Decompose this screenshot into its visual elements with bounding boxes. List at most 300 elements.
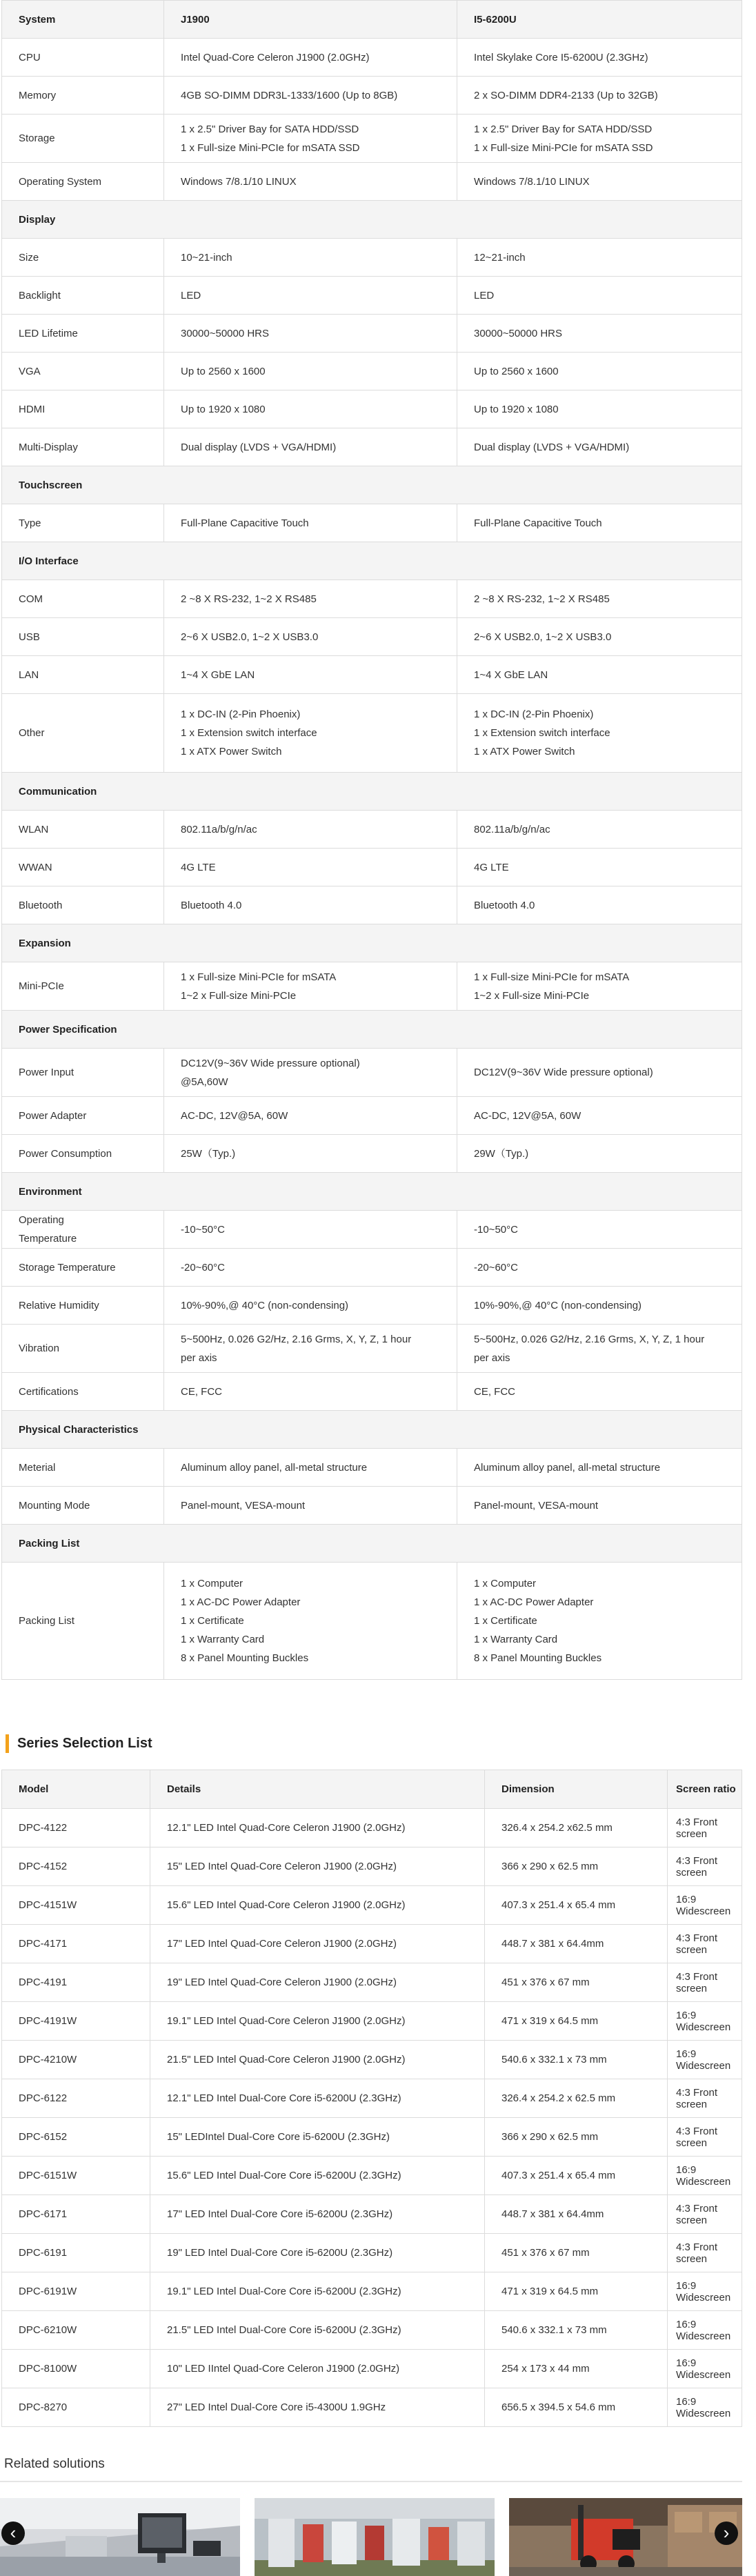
series-details: 19" LED Intel Quad-Core Celeron J1900 (2.0GHz) (150, 1963, 485, 2002)
series-screen-ratio: 16:9 Widescreen (668, 2388, 742, 2427)
spec-value-line: 30000~50000 HRS (181, 327, 270, 339)
spec-header-label: System (2, 1, 164, 39)
spec-value-line: 1 x Full-size Mini-PCIe for mSATA SSD (181, 141, 360, 154)
spec-value-b (457, 115, 742, 163)
related-solution-card[interactable] (0, 2498, 240, 2576)
series-details: 17" LED Intel Quad-Core Celeron J1900 (2.0GHz) (150, 1925, 485, 1963)
spec-row (2, 428, 742, 466)
spec-value-a (164, 1249, 457, 1287)
spec-label: Relative Humidity (2, 1287, 164, 1325)
spec-row (2, 962, 742, 1011)
spec-value-a (164, 849, 457, 886)
spec-value-line: Intel Quad-Core Celeron J1900 (2.0GHz) (181, 51, 370, 63)
spec-value-a (164, 1049, 457, 1097)
spec-value-line: Intel Skylake Core I5-6200U (2.3GHz) (474, 51, 648, 63)
spec-value-line: 1 x AC-DC Power Adapter (181, 1596, 301, 1608)
spec-row (2, 580, 742, 618)
spec-value-line: LED (474, 289, 495, 301)
spec-value-a (164, 962, 457, 1011)
spec-value-line: 1 x Full-size Mini-PCIe for mSATA SSD (474, 141, 653, 154)
spec-value-b (457, 239, 742, 277)
spec-section-title: Communication (2, 773, 742, 811)
spec-value-line: @5A,60W (181, 1076, 228, 1088)
series-screen-ratio: 16:9 Widescreen (668, 2157, 742, 2195)
series-row (2, 1963, 742, 2002)
spec-value-a (164, 1487, 457, 1525)
series-dimension: 326.4 x 254.2 x 62.5 mm (485, 2079, 668, 2118)
series-model: DPC-4191W (2, 2002, 150, 2041)
spec-value-line: per axis (474, 1351, 510, 1364)
series-screen-ratio: 16:9 Widescreen (668, 2272, 742, 2311)
spec-value-b (457, 1249, 742, 1287)
spec-value-b (457, 694, 742, 773)
spec-value-line: Dual display (LVDS + VGA/HDMI) (474, 441, 630, 453)
spec-value-line: Aluminum alloy panel, all-metal structure (474, 1461, 661, 1474)
series-details: 15" LEDIntel Dual-Core Core i5-6200U (2.3GHz) (150, 2118, 485, 2157)
spec-value-line: Up to 2560 x 1600 (474, 365, 559, 377)
spec-label (2, 1211, 164, 1249)
series-column-header: Dimension (485, 1770, 668, 1809)
spec-row (2, 115, 742, 163)
series-model: DPC-8270 (2, 2388, 150, 2427)
spec-value-a (164, 580, 457, 618)
series-dimension: 471 x 319 x 64.5 mm (485, 2272, 668, 2311)
chevron-right-icon: › (723, 2522, 730, 2543)
series-row (2, 2118, 742, 2157)
spec-value-a (164, 390, 457, 428)
spec-row (2, 504, 742, 542)
spec-row (2, 1449, 742, 1487)
spec-value-b (457, 1097, 742, 1135)
spec-value-line: 5~500Hz, 0.026 G2/Hz, 2.16 Grms, X, Y, Z, 1 hour (474, 1333, 705, 1345)
series-details: 15" LED Intel Quad-Core Celeron J1900 (2.0GHz) (150, 1847, 485, 1886)
spec-value-line: Windows 7/8.1/10 LINUX (181, 175, 297, 188)
spec-value-b (457, 77, 742, 115)
spec-value-a (164, 656, 457, 694)
spec-value-line: 1 x 2.5" Driver Bay for SATA HDD/SSD (181, 123, 359, 135)
spec-value-b (457, 962, 742, 1011)
series-dimension: 540.6 x 332.1 x 73 mm (485, 2041, 668, 2079)
spec-label-line: Temperature (19, 1233, 77, 1245)
series-screen-ratio: 4:3 Front screen (668, 2195, 742, 2234)
spec-row (2, 656, 742, 694)
series-model: DPC-4152 (2, 1847, 150, 1886)
series-details: 19.1" LED Intel Dual-Core Core i5-6200U (2.3GHz) (150, 2272, 485, 2311)
spec-section-title: Physical Characteristics (2, 1411, 742, 1449)
spec-value-a (164, 694, 457, 773)
spec-label: Storage Temperature (2, 1249, 164, 1287)
spec-section-row (2, 542, 742, 580)
series-details: 15.6" LED Intel Dual-Core Core i5-6200U (2.3GHz) (150, 2157, 485, 2195)
spec-value-line: 1 x Extension switch interface (474, 727, 610, 739)
spec-value-line: AC-DC, 12V@5A, 60W (181, 1109, 288, 1122)
spec-value-line: 1 x AC-DC Power Adapter (474, 1596, 594, 1608)
series-screen-ratio: 4:3 Front screen (668, 1925, 742, 1963)
spec-value-line: 4GB SO-DIMM DDR3L-1333/1600 (Up to 8GB) (181, 89, 398, 101)
series-column-header: Screen ratio (668, 1770, 742, 1809)
series-model: DPC-6122 (2, 2079, 150, 2118)
spec-value-line: 12~21-inch (474, 251, 526, 264)
spec-value-line: 25W（Typ.) (181, 1147, 236, 1160)
series-screen-ratio: 4:3 Front screen (668, 1963, 742, 2002)
series-row (2, 2195, 742, 2234)
spec-label-line: Operating (19, 1214, 64, 1226)
spec-section-title: Touchscreen (2, 466, 742, 504)
series-row (2, 2272, 742, 2311)
solution-image-factory (255, 2498, 495, 2576)
series-model: DPC-4151W (2, 1886, 150, 1925)
series-screen-ratio: 4:3 Front screen (668, 1847, 742, 1886)
spec-row (2, 811, 742, 849)
spec-label: Certifications (2, 1373, 164, 1411)
series-details: 27" LED Intel Dual-Core Core i5-4300U 1.9GHz (150, 2388, 485, 2427)
spec-value-a (164, 1287, 457, 1325)
series-details: 10" LED IIntel Quad-Core Celeron J1900 (2.0GHz) (150, 2350, 485, 2388)
spec-label: Power Input (2, 1049, 164, 1097)
spec-value-line: -20~60°C (181, 1261, 225, 1274)
spec-value-line: 4G LTE (181, 861, 216, 873)
spec-value-b (457, 618, 742, 656)
spec-value-line: Up to 1920 x 1080 (181, 403, 266, 415)
spec-label: Multi-Display (2, 428, 164, 466)
series-model: DPC-4171 (2, 1925, 150, 1963)
spec-value-a (164, 886, 457, 924)
spec-section-row (2, 201, 742, 239)
spec-value-a (164, 239, 457, 277)
spec-section-row (2, 773, 742, 811)
spec-value-line: 8 x Panel Mounting Buckles (474, 1652, 602, 1664)
spec-label: WWAN (2, 849, 164, 886)
spec-value-line: Up to 2560 x 1600 (181, 365, 266, 377)
spec-value-line: 1~4 X GbE LAN (181, 668, 255, 681)
series-model: DPC-6151W (2, 2157, 150, 2195)
series-screen-ratio: 16:9 Widescreen (668, 2350, 742, 2388)
series-row (2, 2311, 742, 2350)
spec-label: Storage (2, 115, 164, 163)
spec-value-b (457, 1049, 742, 1097)
spec-section-title: Packing List (2, 1525, 742, 1563)
spec-value-a (164, 315, 457, 353)
series-dimension: 366 x 290 x 62.5 mm (485, 1847, 668, 1886)
spec-label: Mini-PCIe (2, 962, 164, 1011)
spec-value-line: 30000~50000 HRS (474, 327, 563, 339)
series-column-header: Details (150, 1770, 485, 1809)
spec-value-line: 1~2 x Full-size Mini-PCIe (181, 989, 297, 1002)
spec-row (2, 1135, 742, 1173)
spec-label: LAN (2, 656, 164, 694)
series-dimension: 366 x 290 x 62.5 mm (485, 2118, 668, 2157)
spec-value-line: 1 x Warranty Card (181, 1634, 265, 1645)
spec-value-b (457, 811, 742, 849)
series-dimension: 448.7 x 381 x 64.4mm (485, 1925, 668, 1963)
spec-row (2, 277, 742, 315)
spec-value-line: 8 x Panel Mounting Buckles (181, 1652, 309, 1664)
related-solution-card[interactable] (255, 2498, 495, 2576)
related-solutions-title: Related solutions (4, 2457, 105, 2471)
series-model: DPC-6171 (2, 2195, 150, 2234)
spec-section-title: Power Specification (2, 1011, 742, 1049)
spec-value-b (457, 886, 742, 924)
carousel-next-button[interactable] (715, 2521, 738, 2545)
series-dimension: 451 x 376 x 67 mm (485, 2234, 668, 2272)
series-model: DPC-6191W (2, 2272, 150, 2311)
series-model: DPC-4122 (2, 1809, 150, 1847)
spec-label: Mounting Mode (2, 1487, 164, 1525)
spec-value-b (457, 1373, 742, 1411)
spec-value-a (164, 1563, 457, 1680)
series-row (2, 1886, 742, 1925)
spec-value-b (457, 1211, 742, 1249)
series-details: 12.1" LED Intel Quad-Core Celeron J1900 (2.0GHz) (150, 1809, 485, 1847)
spec-value-line: 1 x Full-size Mini-PCIe for mSATA (181, 971, 337, 983)
spec-value-a (164, 1325, 457, 1373)
spec-value-line: 4G LTE (474, 861, 509, 873)
spec-value-line: DC12V(9~36V Wide pressure optional) (474, 1067, 653, 1078)
spec-value-line: 802.11a/b/g/n/ac (474, 823, 550, 835)
series-screen-ratio: 4:3 Front screen (668, 1809, 742, 1847)
series-table (1, 1770, 742, 2427)
spec-label: Meterial (2, 1449, 164, 1487)
series-screen-ratio: 16:9 Widescreen (668, 2311, 742, 2350)
spec-value-line: 1 x Certificate (181, 1615, 244, 1627)
spec-section-row (2, 1411, 742, 1449)
spec-value-line: 10~21-inch (181, 251, 232, 264)
spec-row (2, 1211, 742, 1249)
spec-value-a (164, 1135, 457, 1173)
spec-value-line: 1 x Certificate (474, 1615, 537, 1627)
spec-label: Power Consumption (2, 1135, 164, 1173)
spec-value-line: -10~50°C (181, 1223, 225, 1236)
series-model: DPC-6152 (2, 2118, 150, 2157)
spec-value-b (457, 1449, 742, 1487)
spec-value-b (457, 1325, 742, 1373)
spec-value-b (457, 390, 742, 428)
series-row (2, 2388, 742, 2427)
spec-table (1, 0, 742, 1680)
series-details: 21.5" LED Intel Dual-Core Core i5-6200U (2.3GHz) (150, 2311, 485, 2350)
spec-row (2, 886, 742, 924)
spec-value-b (457, 39, 742, 77)
spec-value-b (457, 849, 742, 886)
spec-label: Operating System (2, 163, 164, 201)
series-model: DPC-4210W (2, 2041, 150, 2079)
spec-value-b (457, 580, 742, 618)
spec-value-line: 2~6 X USB2.0, 1~2 X USB3.0 (181, 631, 319, 643)
spec-value-line: -10~50°C (474, 1223, 518, 1236)
spec-value-line: 1 x Computer (474, 1578, 537, 1589)
spec-value-line: 1 x DC-IN (2-Pin Phoenix) (181, 709, 301, 720)
spec-value-line: CE, FCC (474, 1385, 515, 1398)
spec-section-title: I/O Interface (2, 542, 742, 580)
series-screen-ratio: 16:9 Widescreen (668, 2041, 742, 2079)
spec-row (2, 1097, 742, 1135)
series-dimension: 326.4 x 254.2 x62.5 mm (485, 1809, 668, 1847)
spec-value-b (457, 1487, 742, 1525)
spec-value-line: 2~6 X USB2.0, 1~2 X USB3.0 (474, 631, 612, 643)
series-dimension: 656.5 x 394.5 x 54.6 mm (485, 2388, 668, 2427)
spec-value-a (164, 277, 457, 315)
spec-value-b (457, 504, 742, 542)
spec-row (2, 163, 742, 201)
spec-row (2, 1249, 742, 1287)
spec-section-title: Expansion (2, 924, 742, 962)
spec-value-line: AC-DC, 12V@5A, 60W (474, 1109, 581, 1122)
spec-value-line: 1 x Computer (181, 1578, 243, 1589)
spec-value-b (457, 428, 742, 466)
series-row (2, 2002, 742, 2041)
series-title: Series Selection List (6, 1734, 431, 1753)
spec-row (2, 39, 742, 77)
series-details: 19" LED Intel Dual-Core Core i5-6200U (2.3GHz) (150, 2234, 485, 2272)
spec-label: USB (2, 618, 164, 656)
spec-label: COM (2, 580, 164, 618)
spec-section-row (2, 466, 742, 504)
spec-row (2, 694, 742, 773)
spec-section-row (2, 1525, 742, 1563)
spec-value-line: 1 x Full-size Mini-PCIe for mSATA (474, 971, 630, 983)
spec-label: Memory (2, 77, 164, 115)
series-details: 12.1" LED Intel Dual-Core Core i5-6200U (2.3GHz) (150, 2079, 485, 2118)
spec-value-a (164, 504, 457, 542)
series-column-header: Model (2, 1770, 150, 1809)
spec-value-line: Full-Plane Capacitive Touch (181, 517, 309, 529)
solution-image-forklift (509, 2498, 742, 2576)
spec-row (2, 315, 742, 353)
spec-value-line: 1 x 2.5" Driver Bay for SATA HDD/SSD (474, 123, 653, 135)
spec-value-line: 10%-90%,@ 40°C (non-condensing) (474, 1299, 642, 1311)
spec-label: Vibration (2, 1325, 164, 1373)
spec-value-b (457, 163, 742, 201)
spec-label: Backlight (2, 277, 164, 315)
spec-value-line: Full-Plane Capacitive Touch (474, 517, 602, 529)
spec-row (2, 353, 742, 390)
series-dimension: 407.3 x 251.4 x 65.4 mm (485, 1886, 668, 1925)
series-model: DPC-6210W (2, 2311, 150, 2350)
series-details: 17" LED Intel Dual-Core Core i5-6200U (2.3GHz) (150, 2195, 485, 2234)
related-solution-card[interactable] (509, 2498, 742, 2576)
spec-value-line: Aluminum alloy panel, all-metal structure (181, 1461, 368, 1474)
spec-value-a (164, 115, 457, 163)
spec-row (2, 1563, 742, 1680)
spec-row (2, 1287, 742, 1325)
spec-value-line: 1~2 x Full-size Mini-PCIe (474, 989, 590, 1002)
spec-row (2, 1487, 742, 1525)
spec-value-line: 1~4 X GbE LAN (474, 668, 548, 681)
spec-row (2, 390, 742, 428)
series-screen-ratio: 16:9 Widescreen (668, 2002, 742, 2041)
spec-value-a (164, 1211, 457, 1249)
spec-value-a (164, 1449, 457, 1487)
spec-section-title: Display (2, 201, 742, 239)
spec-value-a (164, 163, 457, 201)
spec-value-line: Panel-mount, VESA-mount (474, 1499, 599, 1512)
spec-value-line: 5~500Hz, 0.026 G2/Hz, 2.16 Grms, X, Y, Z, 1 hour (181, 1333, 412, 1345)
solution-image-panel-pc (0, 2498, 240, 2576)
series-screen-ratio: 4:3 Front screen (668, 2234, 742, 2272)
spec-label: HDMI (2, 390, 164, 428)
series-dimension: 540.6 x 332.1 x 73 mm (485, 2311, 668, 2350)
spec-value-b (457, 1287, 742, 1325)
series-header-row (2, 1770, 742, 1809)
spec-value-b (457, 1563, 742, 1680)
series-row (2, 1809, 742, 1847)
series-details: 19.1" LED Intel Quad-Core Celeron J1900 (2.0GHz) (150, 2002, 485, 2041)
spec-label: WLAN (2, 811, 164, 849)
series-row (2, 2079, 742, 2118)
spec-value-line: CE, FCC (181, 1385, 222, 1398)
spec-header-row (2, 1, 742, 39)
spec-row (2, 239, 742, 277)
series-details: 15.6" LED Intel Quad-Core Celeron J1900 (2.0GHz) (150, 1886, 485, 1925)
spec-label: LED Lifetime (2, 315, 164, 353)
spec-label: Bluetooth (2, 886, 164, 924)
spec-value-line: LED (181, 289, 201, 301)
spec-value-line: Windows 7/8.1/10 LINUX (474, 175, 590, 188)
spec-section-title: Environment (2, 1173, 742, 1211)
series-screen-ratio: 16:9 Widescreen (668, 1886, 742, 1925)
spec-value-b (457, 1135, 742, 1173)
series-dimension: 448.7 x 381 x 64.4mm (485, 2195, 668, 2234)
spec-value-line: 1 x Extension switch interface (181, 727, 317, 739)
spec-value-b (457, 277, 742, 315)
spec-value-line: Panel-mount, VESA-mount (181, 1499, 306, 1512)
spec-row (2, 849, 742, 886)
series-row (2, 1847, 742, 1886)
spec-label: CPU (2, 39, 164, 77)
carousel-prev-button[interactable] (1, 2521, 25, 2545)
spec-row (2, 1373, 742, 1411)
spec-row (2, 618, 742, 656)
spec-value-line: 2 x SO-DIMM DDR4-2133 (Up to 32GB) (474, 89, 658, 101)
spec-label: Power Adapter (2, 1097, 164, 1135)
spec-value-line: 1 x DC-IN (2-Pin Phoenix) (474, 709, 594, 720)
series-row (2, 1925, 742, 1963)
spec-label: Packing List (2, 1563, 164, 1680)
spec-value-line: 2 ~8 X RS-232, 1~2 X RS485 (181, 593, 317, 605)
spec-value-a (164, 353, 457, 390)
series-model: DPC-8100W (2, 2350, 150, 2388)
spec-value-line: Bluetooth 4.0 (181, 899, 242, 911)
series-row (2, 2041, 742, 2079)
spec-value-line: 10%-90%,@ 40°C (non-condensing) (181, 1299, 349, 1311)
spec-value-line: 1 x Warranty Card (474, 1634, 558, 1645)
spec-header-col-a: J1900 (164, 1, 457, 39)
series-dimension: 254 x 173 x 44 mm (485, 2350, 668, 2388)
spec-section-row (2, 1173, 742, 1211)
series-screen-ratio: 4:3 Front screen (668, 2079, 742, 2118)
series-model: DPC-6191 (2, 2234, 150, 2272)
series-row (2, 2157, 742, 2195)
series-details: 21.5" LED Intel Quad-Core Celeron J1900 (2.0GHz) (150, 2041, 485, 2079)
spec-value-line: 1 x ATX Power Switch (181, 746, 282, 757)
divider (0, 2481, 742, 2482)
spec-row (2, 1049, 742, 1097)
spec-value-a (164, 77, 457, 115)
spec-value-a (164, 811, 457, 849)
series-dimension: 451 x 376 x 67 mm (485, 1963, 668, 2002)
spec-value-b (457, 656, 742, 694)
spec-value-a (164, 618, 457, 656)
spec-value-line: Bluetooth 4.0 (474, 899, 535, 911)
spec-value-line: 29W（Typ.) (474, 1147, 529, 1160)
spec-value-line: per axis (181, 1351, 217, 1364)
chevron-left-icon: ‹ (10, 2522, 17, 2543)
spec-value-line: -20~60°C (474, 1261, 518, 1274)
series-dimension: 407.3 x 251.4 x 65.4 mm (485, 2157, 668, 2195)
spec-section-row (2, 924, 742, 962)
spec-value-line: DC12V(9~36V Wide pressure optional) (181, 1057, 360, 1069)
spec-value-a (164, 39, 457, 77)
